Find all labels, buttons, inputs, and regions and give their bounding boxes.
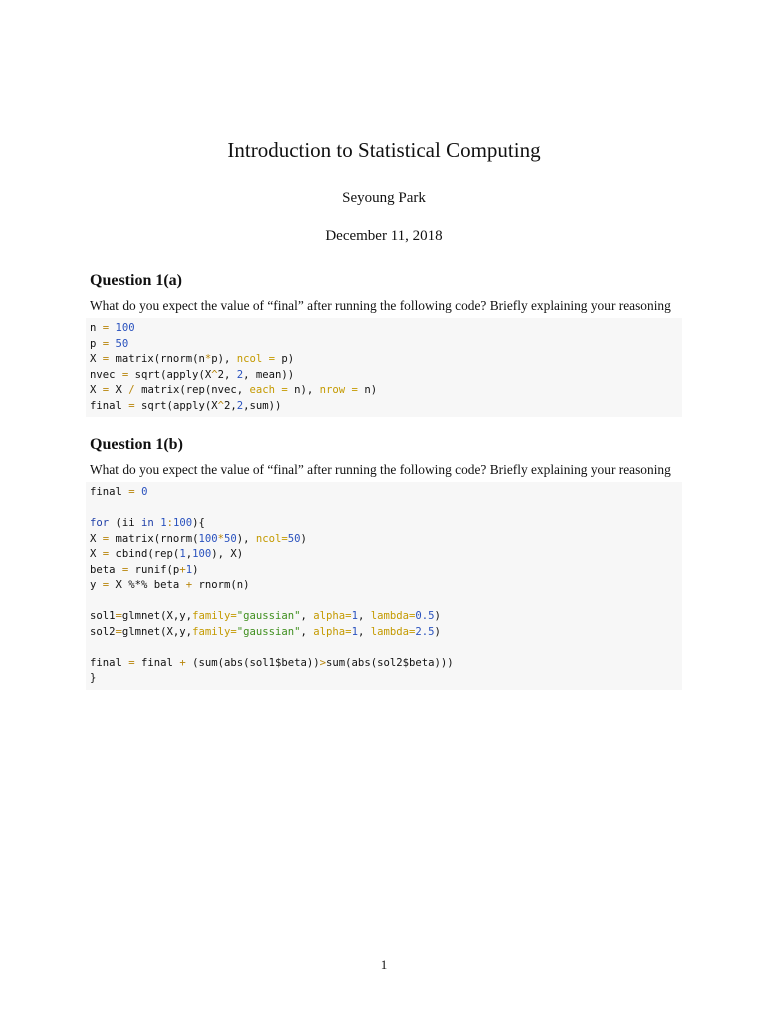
code-token: cbind(rep(	[109, 548, 180, 560]
code-token: )	[434, 625, 441, 638]
code-line	[90, 368, 682, 384]
code-token: ,sum))	[243, 399, 282, 412]
code-token: 100	[192, 548, 212, 560]
code-line	[90, 516, 682, 532]
code-token: :	[166, 517, 173, 529]
code-token: >	[319, 656, 327, 669]
code-token: ncol=	[255, 532, 288, 545]
code-token: sqrt(apply(X	[128, 368, 212, 381]
code-token: X	[90, 532, 103, 545]
code-line	[90, 352, 682, 368]
code-token: alpha=	[313, 625, 352, 638]
code-token: =	[115, 625, 122, 638]
code-token: sum(abs(sol2$beta)))	[326, 656, 454, 669]
code-token: beta	[90, 563, 122, 576]
code-token: matrix(rnorm(n	[109, 353, 205, 365]
author-name: Seyoung Park	[342, 190, 426, 206]
code-line	[90, 656, 682, 672]
code-token: ncol =	[236, 353, 276, 365]
document-title: Introduction to Statistical Computing	[227, 138, 541, 162]
question-1a-code-block	[86, 318, 682, 417]
code-token: ),	[236, 532, 256, 545]
code-token: *	[217, 532, 224, 545]
code-token: 50	[287, 532, 301, 545]
code-token: =	[128, 399, 135, 412]
code-token: lambda=	[370, 625, 416, 638]
question-1b-text: What do you expect the value of “final” after running the following code? Briefly explaining your reasoning	[90, 462, 671, 477]
code-token: nvec	[90, 368, 122, 381]
code-token: =	[102, 384, 110, 396]
code-token: ){	[192, 517, 205, 529]
code-line	[90, 640, 682, 656]
code-line	[90, 625, 682, 641]
code-token: "gaussian"	[236, 625, 301, 638]
code-token: ,	[357, 625, 371, 638]
code-token: sqrt(apply(X	[134, 399, 218, 412]
code-line	[90, 578, 682, 594]
code-token: X %*% beta	[109, 579, 186, 591]
code-token: )	[434, 610, 441, 622]
code-token: ^	[217, 399, 224, 412]
code-token: =	[128, 656, 135, 669]
code-token: +	[185, 579, 193, 591]
page-number: 1	[380, 957, 388, 972]
code-token: family=	[192, 625, 237, 638]
code-token: 1	[160, 517, 167, 529]
code-token: )	[192, 563, 199, 576]
code-token: , mean))	[243, 368, 295, 381]
code-token: final	[134, 656, 180, 669]
code-token: ,	[300, 610, 314, 622]
code-token: 1	[185, 563, 193, 576]
code-token: 50	[223, 532, 237, 545]
code-token: X	[90, 353, 103, 365]
code-token: ,	[185, 548, 193, 560]
code-token: alpha=	[313, 610, 352, 622]
code-token: 1	[351, 610, 358, 622]
code-token: +	[179, 656, 186, 669]
code-token: p	[90, 337, 103, 350]
code-token: =	[102, 353, 110, 365]
code-token: glmnet(X,y,	[121, 610, 193, 622]
code-token: n)	[357, 384, 378, 396]
code-token: =	[102, 322, 110, 334]
code-token: =	[115, 610, 122, 622]
code-token: ,	[357, 610, 371, 622]
code-token: y	[90, 579, 103, 591]
code-line	[90, 563, 682, 579]
code-token: =	[102, 532, 110, 545]
code-token: ), X)	[211, 548, 244, 560]
code-line	[90, 321, 682, 337]
code-token: =	[102, 579, 110, 591]
code-token: ^	[211, 368, 218, 381]
code-token: /	[128, 384, 135, 396]
code-token: 2,	[223, 399, 237, 412]
question-1b-code-block	[86, 482, 682, 690]
code-line	[90, 337, 682, 353]
code-token: final	[90, 656, 129, 669]
code-line	[90, 485, 682, 501]
code-token: 0	[141, 486, 148, 498]
question-1a-heading: Question 1(a)	[90, 272, 182, 289]
code-token: X	[90, 384, 103, 396]
code-token: n),	[287, 384, 320, 396]
code-token: ,	[300, 625, 314, 638]
code-token: family=	[192, 610, 237, 622]
code-line	[90, 399, 682, 415]
code-token: 2,	[217, 368, 237, 381]
code-token: each =	[249, 384, 288, 396]
code-token: =	[128, 486, 135, 498]
code-token: (sum(abs(sol1$beta))	[185, 656, 320, 669]
code-token: +	[179, 563, 186, 576]
code-line	[90, 547, 682, 563]
code-token: 0.5	[415, 610, 435, 622]
code-line	[90, 383, 682, 399]
code-line	[90, 671, 682, 687]
code-token: 2	[236, 368, 244, 381]
code-line	[90, 609, 682, 625]
code-line	[90, 501, 682, 517]
code-token: matrix(rep(nvec,	[134, 384, 250, 396]
code-token: final	[90, 486, 129, 498]
question-1a-text: What do you expect the value of “final” after running the following code? Briefly explaining your reasoning	[90, 298, 671, 313]
code-token: }	[90, 672, 97, 684]
code-token: 2.5	[415, 625, 435, 638]
code-token: (ii	[109, 517, 142, 529]
code-token: sol2	[90, 625, 116, 638]
code-token: n	[90, 322, 103, 334]
code-token: =	[102, 337, 110, 350]
code-line	[90, 532, 682, 548]
code-token: X	[90, 548, 103, 560]
code-token: final	[90, 399, 129, 412]
code-token: 50	[115, 337, 129, 350]
code-token: p)	[275, 353, 295, 365]
code-token: =	[102, 548, 110, 560]
code-token: sol1	[90, 610, 116, 622]
code-token: lambda=	[370, 610, 416, 622]
code-token: =	[121, 368, 129, 381]
code-token: rnorm(n)	[192, 579, 250, 591]
question-1b-heading: Question 1(b)	[90, 436, 183, 453]
code-token: glmnet(X,y,	[121, 625, 193, 638]
code-token: runif(p	[128, 563, 180, 576]
document-date: December 11, 2018	[325, 228, 443, 244]
code-token: *	[204, 353, 212, 365]
code-token: =	[121, 563, 129, 576]
code-token: nrow =	[319, 384, 358, 396]
code-token: 100	[172, 517, 193, 529]
code-token: p),	[211, 353, 237, 365]
code-token: 100	[115, 322, 135, 334]
code-token: 1	[179, 548, 186, 560]
code-token: for	[90, 517, 110, 529]
code-token: in	[141, 517, 154, 529]
code-token: "gaussian"	[236, 610, 301, 622]
code-token: matrix(rnorm(	[109, 532, 199, 545]
code-line	[90, 594, 682, 610]
code-token: )	[300, 532, 307, 545]
code-token: X	[109, 384, 129, 396]
code-token: 1	[351, 625, 358, 638]
code-token: 100	[198, 532, 218, 545]
code-token: 2	[236, 399, 244, 412]
